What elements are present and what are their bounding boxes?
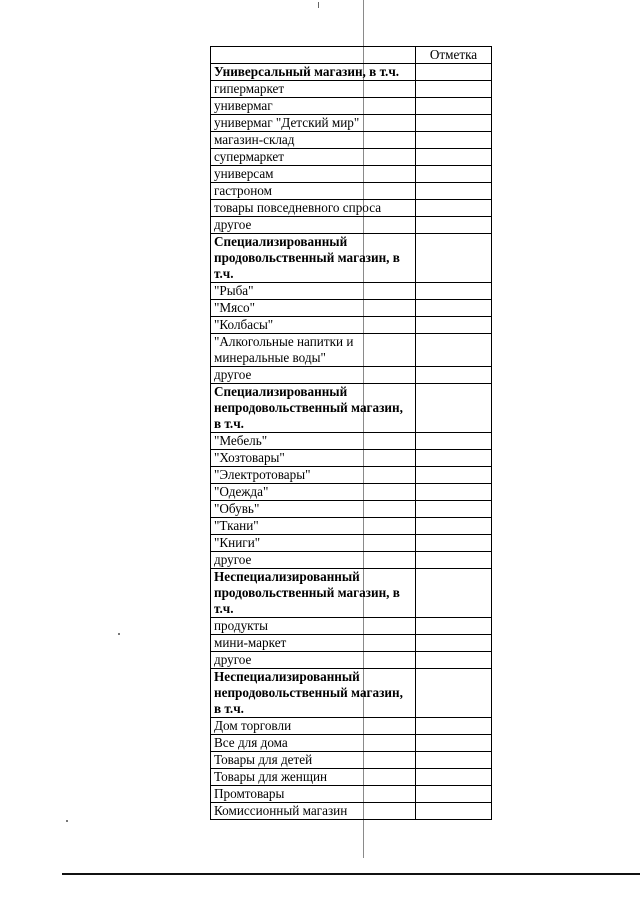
table-row	[211, 803, 492, 820]
mark-cell[interactable]	[416, 384, 492, 433]
store-type-cell: гипермаркет	[211, 81, 416, 98]
mark-cell[interactable]	[416, 149, 492, 166]
store-type-cell: мини-маркет	[211, 635, 416, 652]
table-row	[211, 450, 492, 467]
store-type-cell: универсам	[211, 166, 416, 183]
mark-cell[interactable]	[416, 334, 492, 367]
category-heading-cell: Специализированный продовольственный магазин, в т.ч.	[211, 234, 416, 283]
table-row	[211, 467, 492, 484]
table-row	[211, 183, 492, 200]
category-heading-cell: Специализированный непродовольственный магазин, в т.ч.	[211, 384, 416, 433]
mark-cell[interactable]	[416, 64, 492, 81]
store-type-cell: "Мясо"	[211, 300, 416, 317]
mark-cell[interactable]	[416, 234, 492, 283]
table-row	[211, 384, 492, 433]
mark-cell[interactable]	[416, 652, 492, 669]
scan-speck	[66, 820, 68, 822]
store-type-cell: Комиссионный магазин	[211, 803, 416, 820]
mark-cell[interactable]	[416, 283, 492, 300]
store-type-cell: универмаг	[211, 98, 416, 115]
table-row	[211, 334, 492, 367]
table-row	[211, 64, 492, 81]
mark-cell[interactable]	[416, 501, 492, 518]
store-type-table	[210, 46, 492, 820]
store-type-cell: Все для дома	[211, 735, 416, 752]
store-type-cell: Товары для детей	[211, 752, 416, 769]
table-row	[211, 552, 492, 569]
mark-cell[interactable]	[416, 217, 492, 234]
table-row	[211, 786, 492, 803]
table-header-row	[211, 47, 492, 64]
store-type-cell: "Алкогольные напитки и минеральные воды"	[211, 334, 416, 367]
table-row	[211, 652, 492, 669]
mark-cell[interactable]	[416, 200, 492, 217]
table-row	[211, 501, 492, 518]
mark-cell[interactable]	[416, 769, 492, 786]
store-type-cell: "Мебель"	[211, 433, 416, 450]
header-mark-cell: Отметка	[416, 47, 492, 64]
table-row	[211, 317, 492, 334]
table-row	[211, 234, 492, 283]
store-type-cell: гастроном	[211, 183, 416, 200]
mark-cell[interactable]	[416, 718, 492, 735]
mark-cell[interactable]	[416, 367, 492, 384]
table-row	[211, 752, 492, 769]
table-row	[211, 149, 492, 166]
mark-cell[interactable]	[416, 552, 492, 569]
table-row	[211, 484, 492, 501]
store-type-cell: "Хозтовары"	[211, 450, 416, 467]
table-body	[211, 64, 492, 820]
mark-cell[interactable]	[416, 803, 492, 820]
table-row	[211, 81, 492, 98]
store-type-cell: другое	[211, 652, 416, 669]
table-row	[211, 200, 492, 217]
mark-cell[interactable]	[416, 618, 492, 635]
store-type-cell: Товары для женщин	[211, 769, 416, 786]
table-row	[211, 635, 492, 652]
mark-cell[interactable]	[416, 484, 492, 501]
mark-cell[interactable]	[416, 467, 492, 484]
table-row	[211, 98, 492, 115]
table-row	[211, 769, 492, 786]
scan-speck	[118, 633, 120, 635]
mark-cell[interactable]	[416, 669, 492, 718]
store-type-cell: продукты	[211, 618, 416, 635]
mark-cell[interactable]	[416, 317, 492, 334]
table-row	[211, 669, 492, 718]
header-category-cell	[211, 47, 416, 64]
table-row	[211, 735, 492, 752]
mark-cell[interactable]	[416, 752, 492, 769]
mark-cell[interactable]	[416, 115, 492, 132]
store-type-cell: магазин-склад	[211, 132, 416, 149]
mark-cell[interactable]	[416, 132, 492, 149]
table-row	[211, 367, 492, 384]
table-row	[211, 569, 492, 618]
table-row	[211, 132, 492, 149]
mark-cell[interactable]	[416, 569, 492, 618]
mark-cell[interactable]	[416, 98, 492, 115]
mark-cell[interactable]	[416, 635, 492, 652]
mark-cell[interactable]	[416, 433, 492, 450]
mark-cell[interactable]	[416, 735, 492, 752]
store-type-cell: "Книги"	[211, 535, 416, 552]
scan-artifact-top	[318, 2, 319, 8]
store-type-cell: Промтовары	[211, 786, 416, 803]
mark-cell[interactable]	[416, 300, 492, 317]
mark-cell[interactable]	[416, 183, 492, 200]
mark-cell[interactable]	[416, 786, 492, 803]
scan-artifact-bottom-line	[62, 873, 640, 875]
mark-cell[interactable]	[416, 81, 492, 98]
store-type-cell: товары повседневного спроса	[211, 200, 416, 217]
store-type-cell: "Ткани"	[211, 518, 416, 535]
table-row	[211, 433, 492, 450]
table-row	[211, 518, 492, 535]
table-row	[211, 535, 492, 552]
category-heading-cell: Универсальный магазин, в т.ч.	[211, 64, 416, 81]
store-type-cell: другое	[211, 217, 416, 234]
table-row	[211, 217, 492, 234]
mark-cell[interactable]	[416, 535, 492, 552]
store-type-cell: "Обувь"	[211, 501, 416, 518]
category-heading-cell: Неспециализированный непродовольственный магазин, в т.ч.	[211, 669, 416, 718]
store-type-cell: "Колбасы"	[211, 317, 416, 334]
table-row	[211, 718, 492, 735]
store-type-cell: супермаркет	[211, 149, 416, 166]
store-type-cell: универмаг "Детский мир"	[211, 115, 416, 132]
store-type-cell: "Рыба"	[211, 283, 416, 300]
mark-cell[interactable]	[416, 518, 492, 535]
table-row	[211, 166, 492, 183]
category-heading-cell: Неспециализированный продовольственный магазин, в т.ч.	[211, 569, 416, 618]
table-row	[211, 618, 492, 635]
table-row	[211, 283, 492, 300]
table-row	[211, 300, 492, 317]
table-row	[211, 115, 492, 132]
store-type-cell: Дом торговли	[211, 718, 416, 735]
store-type-cell: "Электротовары"	[211, 467, 416, 484]
store-type-cell: другое	[211, 367, 416, 384]
mark-cell[interactable]	[416, 450, 492, 467]
store-type-cell: другое	[211, 552, 416, 569]
store-type-cell: "Одежда"	[211, 484, 416, 501]
mark-cell[interactable]	[416, 166, 492, 183]
